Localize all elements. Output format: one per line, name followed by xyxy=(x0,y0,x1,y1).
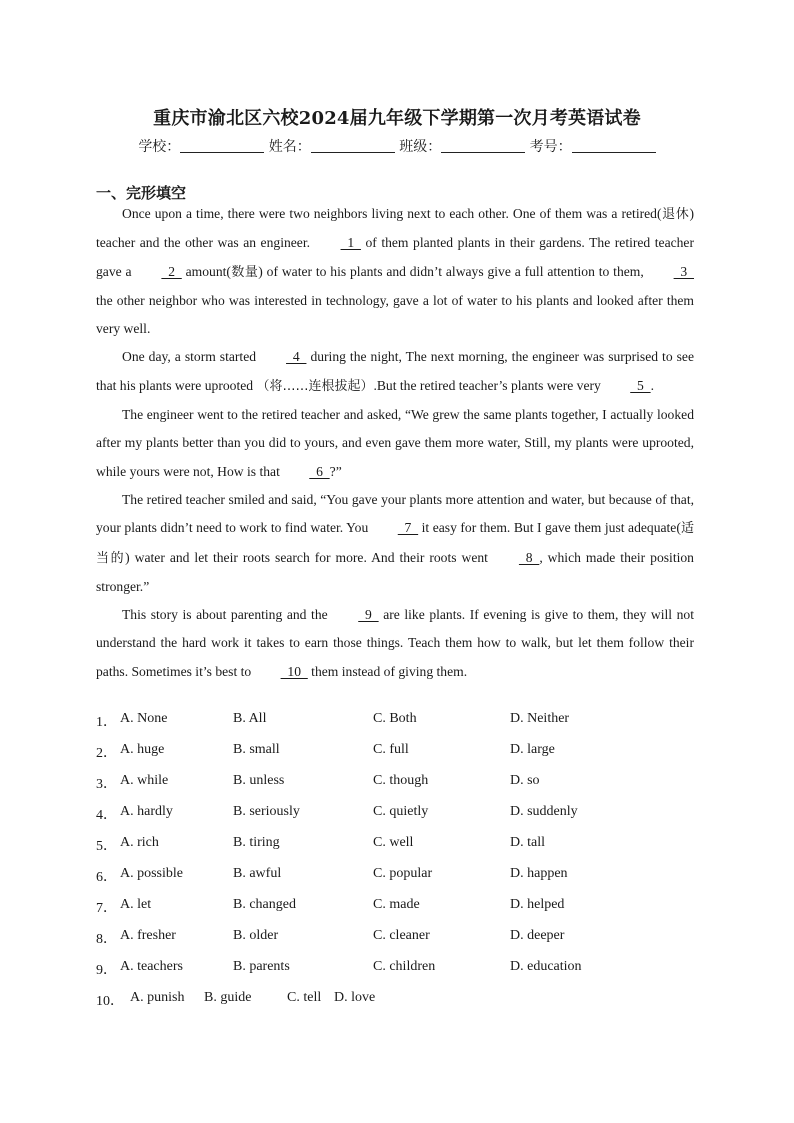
passage-text: .But the retired teacher’s plants were very xyxy=(373,377,605,393)
option-a[interactable]: A. teachers xyxy=(120,959,183,974)
section-title: 一、完形填空 xyxy=(96,184,187,202)
passage-text: ) water and let their roots search for more. And their roots went xyxy=(125,549,493,565)
passage-text: The engineer went to the retired teacher and asked, “We grew the same plants together, I actually looked after my plants better than you did to yours, and even gave them more water, Still, my plants were uprooted, while yours were not, How is that xyxy=(96,407,694,479)
question-number: 5． xyxy=(96,839,117,854)
passage-text: during the night, The next morning, the engineer was surprised to see that his plants were uprooted xyxy=(96,349,694,393)
blank-7[interactable]: 7 xyxy=(397,520,419,536)
name-label: 姓名： xyxy=(268,139,311,155)
option-c[interactable]: C. cleaner xyxy=(373,928,430,943)
option-a[interactable]: A. possible xyxy=(120,866,183,881)
question-number: 10． xyxy=(96,994,124,1009)
question-row xyxy=(96,711,696,742)
name-blank[interactable] xyxy=(311,138,395,153)
blank-3[interactable]: 3 xyxy=(673,263,694,279)
passage-paragraph xyxy=(96,343,694,401)
passage-text: ) of water to his plants and didn’t always give a full attention to them, xyxy=(258,263,648,279)
passage-text: of them planted plants in their gardens. The retired teacher gave a xyxy=(96,235,694,279)
option-b[interactable]: B. tiring xyxy=(233,835,280,850)
question-row xyxy=(96,835,696,866)
chinese-gloss: 退休 xyxy=(661,207,690,222)
option-b[interactable]: B. small xyxy=(233,742,280,757)
question-row xyxy=(96,742,696,773)
passage-text: This story is about parenting and the xyxy=(122,607,333,623)
option-d[interactable]: D. love xyxy=(334,990,376,1005)
option-c[interactable]: C. quietly xyxy=(373,804,429,819)
blank-2[interactable]: 2 xyxy=(161,263,182,279)
passage-text: the other neighbor who was interested in technology, gave a lot of water to his plants and looked after them very well. xyxy=(96,292,694,337)
option-a[interactable]: A. fresher xyxy=(120,928,176,943)
option-a[interactable]: A. while xyxy=(120,773,169,788)
question-row xyxy=(96,990,696,1021)
question-options-list xyxy=(96,711,696,1021)
chinese-gloss: 适当的 xyxy=(96,521,694,566)
blank-6[interactable]: 6 xyxy=(309,463,330,479)
question-row xyxy=(96,928,696,959)
passage-text: Once upon a time, there were two neighbors living next to each other. One of them was a retired( xyxy=(122,206,662,221)
passage-text: ?” xyxy=(329,463,342,479)
chinese-gloss: 数量 xyxy=(230,264,259,280)
passage-text: The retired teacher smiled and said, “You gave your plants more attention and water, but because of that, your plants didn’t need to work to find water. You xyxy=(96,491,694,536)
blank-9[interactable]: 9 xyxy=(358,607,379,623)
option-c[interactable]: C. well xyxy=(373,835,414,850)
question-row xyxy=(96,959,696,990)
option-d[interactable]: D. helped xyxy=(510,897,565,912)
passage-paragraph xyxy=(96,401,694,486)
page-title: 重庆市渝北区六校2024届九年级下学期第一次月考英语试卷 xyxy=(153,108,641,129)
option-d[interactable]: D. education xyxy=(510,959,582,974)
question-number: 2． xyxy=(96,746,117,761)
option-d[interactable]: D. so xyxy=(510,773,540,788)
passage-text: . xyxy=(650,377,655,393)
passage-text: , which made their position stronger.” xyxy=(96,549,694,594)
blank-5[interactable]: 5 xyxy=(630,377,651,393)
blank-8[interactable]: 8 xyxy=(518,549,540,565)
passage-text: are like plants. If evening is give to them, they will not understand the hard work it takes to earn those things. Teach them how to walk, but let them follow their paths. Sometimes it’s best to xyxy=(96,607,695,679)
option-c[interactable]: C. popular xyxy=(373,866,433,881)
option-a[interactable]: A. hardly xyxy=(120,804,173,819)
student-info-line xyxy=(0,136,794,156)
question-row xyxy=(96,897,696,928)
passage-text: One day, a storm started xyxy=(122,349,261,365)
option-a[interactable]: A. punish xyxy=(130,990,185,1005)
option-d[interactable]: D. large xyxy=(510,742,555,757)
option-a[interactable]: A. None xyxy=(120,711,168,726)
blank-10[interactable]: 10 xyxy=(280,663,308,679)
option-c[interactable]: C. made xyxy=(373,897,420,912)
question-row xyxy=(96,804,696,835)
option-a[interactable]: A. huge xyxy=(120,742,165,757)
exam-number-blank[interactable] xyxy=(572,138,656,153)
passage-text: ) teacher and the other was an engineer. xyxy=(96,206,694,251)
passage-text: amount( xyxy=(181,263,231,279)
option-c[interactable]: C. though xyxy=(373,773,429,788)
question-number: 1． xyxy=(96,715,117,730)
passage-text: it easy for them. But I gave them just adequate( xyxy=(418,520,681,536)
exam-number-label: 考号： xyxy=(529,139,572,155)
question-number: 6． xyxy=(96,870,117,885)
question-number: 4． xyxy=(96,808,117,823)
question-number: 9． xyxy=(96,963,117,978)
question-number: 3． xyxy=(96,777,117,792)
blank-1[interactable]: 1 xyxy=(340,235,361,251)
option-c[interactable]: C. children xyxy=(373,959,436,974)
option-b[interactable]: B. All xyxy=(233,711,267,726)
option-d[interactable]: D. suddenly xyxy=(510,804,578,819)
question-row xyxy=(96,773,696,804)
passage-paragraph xyxy=(96,601,694,686)
chinese-gloss: （将……连根拔起） xyxy=(256,378,374,394)
option-c[interactable]: C. Both xyxy=(373,711,417,726)
option-b[interactable]: B. older xyxy=(233,928,279,943)
option-d[interactable]: D. deeper xyxy=(510,928,565,943)
option-c[interactable]: C. full xyxy=(373,742,409,757)
cloze-passage xyxy=(96,200,694,686)
passage-paragraph xyxy=(96,486,694,601)
option-d[interactable]: D. happen xyxy=(510,866,568,881)
question-number: 7． xyxy=(96,901,117,916)
option-b[interactable]: B. awful xyxy=(233,866,282,881)
passage-paragraph xyxy=(96,200,694,343)
option-d[interactable]: D. Neither xyxy=(510,711,570,726)
school-label: 学校： xyxy=(138,139,181,155)
option-a[interactable]: A. rich xyxy=(120,835,159,850)
blank-4[interactable]: 4 xyxy=(286,349,307,365)
question-number: 8． xyxy=(96,932,117,947)
option-b[interactable]: B. unless xyxy=(233,773,285,788)
school-blank[interactable] xyxy=(180,138,264,153)
option-b[interactable]: B. parents xyxy=(233,959,290,974)
option-b[interactable]: B. seriously xyxy=(233,804,300,819)
class-blank[interactable] xyxy=(441,138,525,153)
question-row xyxy=(96,866,696,897)
option-c[interactable]: C. tell xyxy=(287,990,322,1005)
passage-text: them instead of giving them. xyxy=(307,663,468,679)
option-b[interactable]: B. guide xyxy=(204,990,252,1005)
class-label: 班级： xyxy=(399,139,442,155)
option-a[interactable]: A. let xyxy=(120,897,152,912)
option-b[interactable]: B. changed xyxy=(233,897,296,912)
option-d[interactable]: D. tall xyxy=(510,835,545,850)
